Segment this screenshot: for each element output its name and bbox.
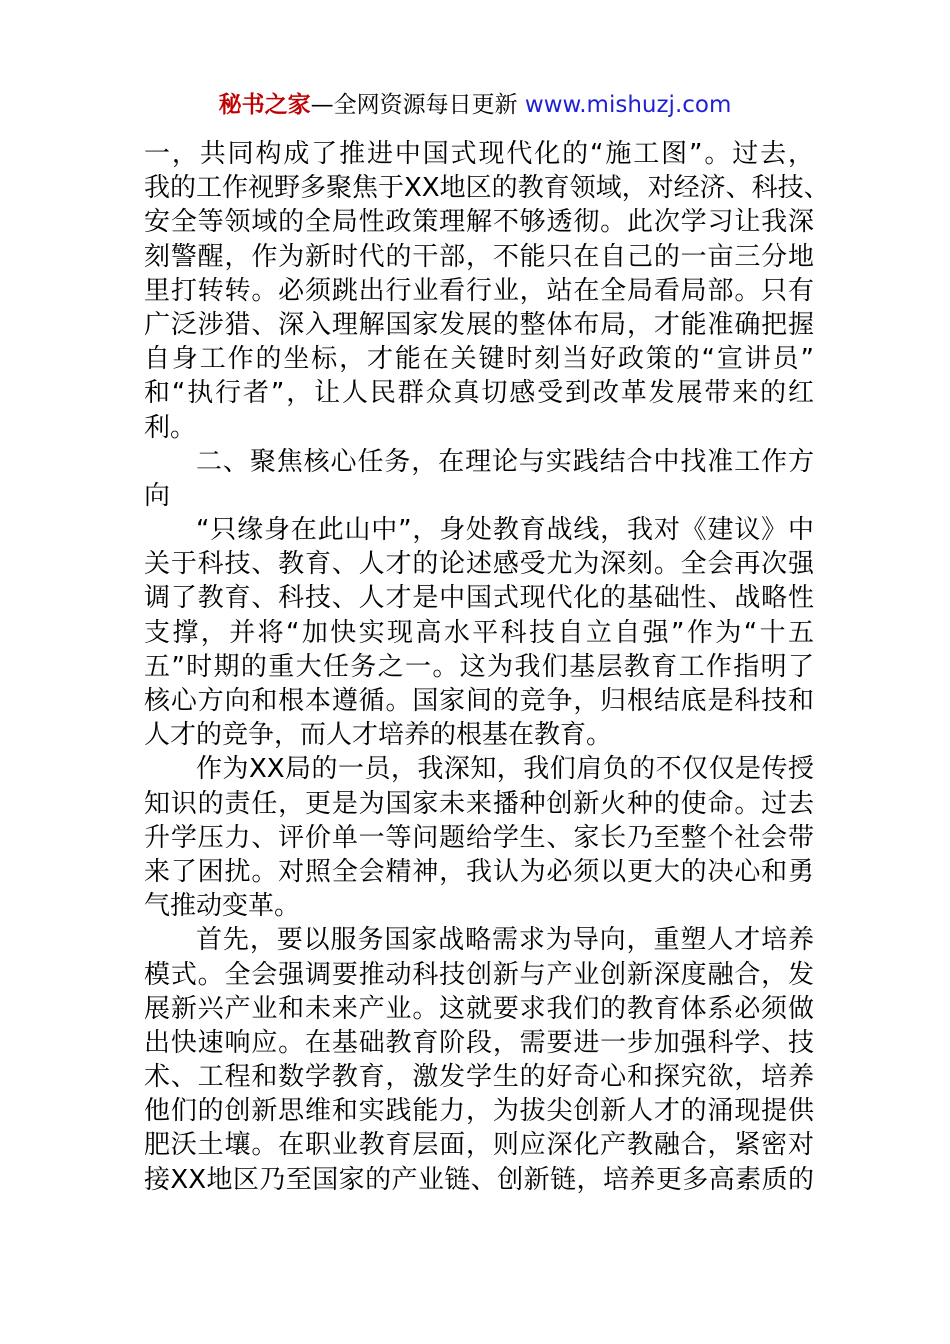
text-line: 作为XX局的一员，我深知，我们肩负的不仅仅是传授	[196, 754, 814, 785]
text-line: 首先，要以服务国家战略需求为导向，重塑人才培养	[196, 925, 814, 956]
text-line: 接XX地区乃至国家的产业链、创新链，培养更多高素质的	[144, 1164, 814, 1195]
text-line: 二、聚焦核心任务，在理论与实践结合中找准工作方	[196, 446, 814, 477]
text-line: 向	[144, 480, 171, 511]
text-line: 模式。全会强调要推动科技创新与产业创新深度融合，发	[144, 959, 814, 990]
text-line: 出快速响应。在基础教育阶段，需要进一步加强科学、技	[144, 1027, 814, 1058]
text-line: 来了困扰。对照全会精神，我认为必须以更大的决心和勇	[144, 856, 814, 887]
text-line: 一，共同构成了推进中国式现代化的“施工图”。过去，	[144, 139, 814, 169]
text-line: 和“执行者”，让人民群众真切感受到改革发展带来的红	[144, 378, 814, 409]
text-line: 安全等领域的全局性政策理解不够透彻。此次学习让我深	[144, 207, 814, 238]
text-line: 升学压力、评价单一等问题给学生、家长乃至整个社会带	[144, 822, 814, 853]
site-url[interactable]: www.mishuzj.com	[524, 92, 732, 118]
text-line: 展新兴产业和未来产业。这就要求我们的教育体系必须做	[144, 993, 814, 1024]
site-tagline: —全网资源每日更新	[310, 92, 525, 118]
text-line: 广泛涉猎、深入理解国家发展的整体布局，才能准确把握	[144, 309, 814, 340]
text-line: 术、工程和数学教育，激发学生的好奇心和探究欲，培养	[144, 1062, 814, 1093]
site-header	[0, 88, 950, 122]
site-brand: 秘书之家	[218, 92, 311, 118]
text-line: 知识的责任，更是为国家未来播种创新火种的使命。过去	[144, 788, 814, 819]
text-line: 关于科技、教育、人才的论述感受尤为深刻。全会再次强	[144, 549, 814, 580]
text-line: 调了教育、科技、人才是中国式现代化的基础性、战略性	[144, 583, 814, 614]
text-line: 气推动变革。	[144, 891, 301, 922]
text-line: 利。	[144, 412, 197, 443]
text-line: 自身工作的坐标，才能在关键时刻当好政策的“宣讲员”	[144, 344, 814, 375]
text-line: 肥沃土壤。在职业教育层面，则应深化产教融合，紧密对	[144, 1130, 814, 1161]
text-line: 支撑，并将“加快实现高水平科技自立自强”作为“十五	[144, 617, 814, 648]
text-line: “只缘身在此山中”，身处教育战线，我对《建议》中	[196, 515, 814, 546]
document-body	[144, 137, 830, 1197]
text-line: 核心方向和根本遵循。国家间的竞争，归根结底是科技和	[144, 686, 814, 716]
text-line: 他们的创新思维和实践能力，为拔尖创新人才的涌现提供	[144, 1096, 814, 1127]
text-line: 人才的竞争，而人才培养的根基在教育。	[144, 720, 613, 751]
text-line: 里打转转。必须跳出行业看行业，站在全局看局部。只有	[144, 275, 814, 306]
text-line: 五”时期的重大任务之一。这为我们基层教育工作指明了	[144, 651, 814, 682]
text-line: 我的工作视野多聚焦于XX地区的教育领域，对经济、科技、	[144, 173, 830, 204]
text-line: 刻警醒，作为新时代的干部，不能只在自己的一亩三分地	[144, 241, 814, 272]
